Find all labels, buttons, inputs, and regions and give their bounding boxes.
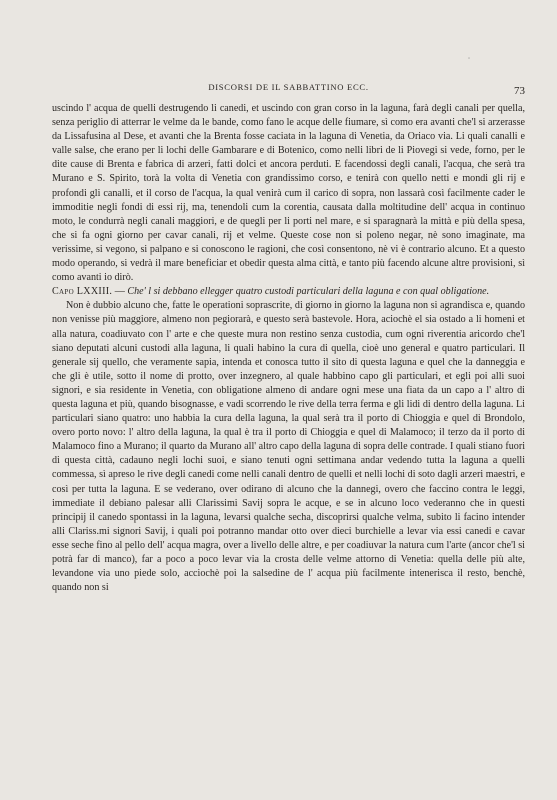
body-text <box>52 102 525 595</box>
chapter-label: Capo LXXIII. <box>52 286 113 298</box>
page-header <box>52 82 525 98</box>
chapter-dash: — <box>112 286 128 298</box>
paragraph-continuation: uscindo l' acqua de quelli destrugendo li canedi, et uscindo con gran corso in la laguna, farà degli canali per quella, senza periglio di atterrar le velme da le bande, como fano le acque delle fiumare, sì como era avanti che'l si arzerasse da Lissafusina al Dese, et avanti che la Brenta fosse caciata in la laguna di Venetia, da Oriaco via. Li quali canalli e valle salse, che erano per li lochi delle Gambarare e di Botenico, como nelli libri de li Piovegi si vede, forno, per le dite cause di Brenta e fabrica di arzeri, fatti dolci et ancora perduti. E facendossi degli canali, l'acqua, che serà tra Murano e S. Spirito, torà la volta di Venetia con grandissimo corso, e tenirà con quello netti e mondi gli rij e profondi gli canalli, et il corso de l'acqua, la qual venirà cum il carico di sopra, non lassarà così facilmente cader le immoditie negli fondi di essi rij, ma, tenendoli cum la corentia, causata dalla moltitudine dell' acqua in continuo moto, le condurrà negli canali maggiori, e de quegli per li porti nel mare, e si sparagnarà la mittà e più della spesa, che si fa ogni giorno per cavar canali, rij et velme. Queste cose non si poleno negar, nè sono imaginate, ma verissime, si vegono, si palpano e si conoscono le ragioni, che così consentono, nè vi è contrario alcuno. Et a questo modo operando, si vedrà il mare beneficiar et obedir questa alma città, e tanto più facendo alcune altre provisioni, sì como avanti io dirò. <box>52 103 525 284</box>
page-number: 73 <box>514 85 525 97</box>
chapter-heading <box>52 285 525 299</box>
running-head: DISCORSI DE IL SABBATTINO ECC. <box>208 82 369 92</box>
paragraph-main: Non è dubbio alcuno che, fatte le operationi soprascrite, di giorno in giorno la laguna non si agrandisca e, quando non venisse più maggiore, almeno non pegiorarà, e questo serà bastevole. Hora, aciochè el sia ostado a li homeni et alla natura, coadiuvato con l' arte e che queste mura non restino senza custodia, cum ogni riverentia aricordo che'l siano deputati alcuni custodi alla laguna, li quali habino la cura di quella, cioè uno general e quatro particulari. Il generale sij quello, che veramente sapia, intenda et conosca tutto il sito di questa laguna e quel che la danneggia e che gli è utile, sotto il nome di protto, over inzegnero, al quale habbino capo gli particulari, et egli poi alli suoi signori, e sia residente in Venetia, con obligatione almeno di andare ogni mese una fiata da un capo a l' altro di questa laguna et più, quando bisognasse, e vadi scorrendo le rive della terra ferma e gli lidi di dentro della laguna. Li particulari siano quatro: uno habbia la cura della laguna, la qual serà tra il porto di Chioggia e quel di Brondolo, overo porto novo: l' altro della laguna, la qual è tra il porto di Chioggia e quel di Malamoco; il terzo da il porto di Malamoco fino a Murano; il quarto da Murano all' altro capo della laguna di sopra delle contrade. I quali stiano fuori di questa città, cadauno negli lochi suoi, e siano tenuti ogni settimana andar vedendo tutta la laguna a quelli commessa, sì apreso le rive degli canedi come nelli canali dentro de quelli et nelli lochi di soto dagli arzeri maestri, e così per tutta la laguna. E se vederano, over odirano di alcuno che la dannegi, overo che faccino contra le leggi, immediate il debiano palesar alli Clarissimi Savij sopra le acque, e se in alcuno loco vederanno che in questi principij il canedo spontassi in la laguna, levarsi qualche secha, discoprirsi qualche velma, subito li facino intender alli Clariss.mi signori Savij, i quali poi potranno mandar otto over dieci burchielle a levar via essi canedi e cavar esse seche fino al pello dell' acqua magra, over a livello delle altre, e per coadiuvar la natura cum l'arte (ancor che'l si potrà far di manco), far a poco a poco levar via la crosta delle velme attorno di Venetia: quella delle più alte, levandone via uno piede solo, acciochè poi la salsedine de l' acqua più facilmente intenerisca il resto, benchè, quando non si <box>52 300 525 594</box>
margin-mark: ˇ <box>468 58 470 64</box>
chapter-title: Che' l si debbano ellegger quatro custodi particulari della laguna e con qual obligatione. <box>127 286 490 298</box>
